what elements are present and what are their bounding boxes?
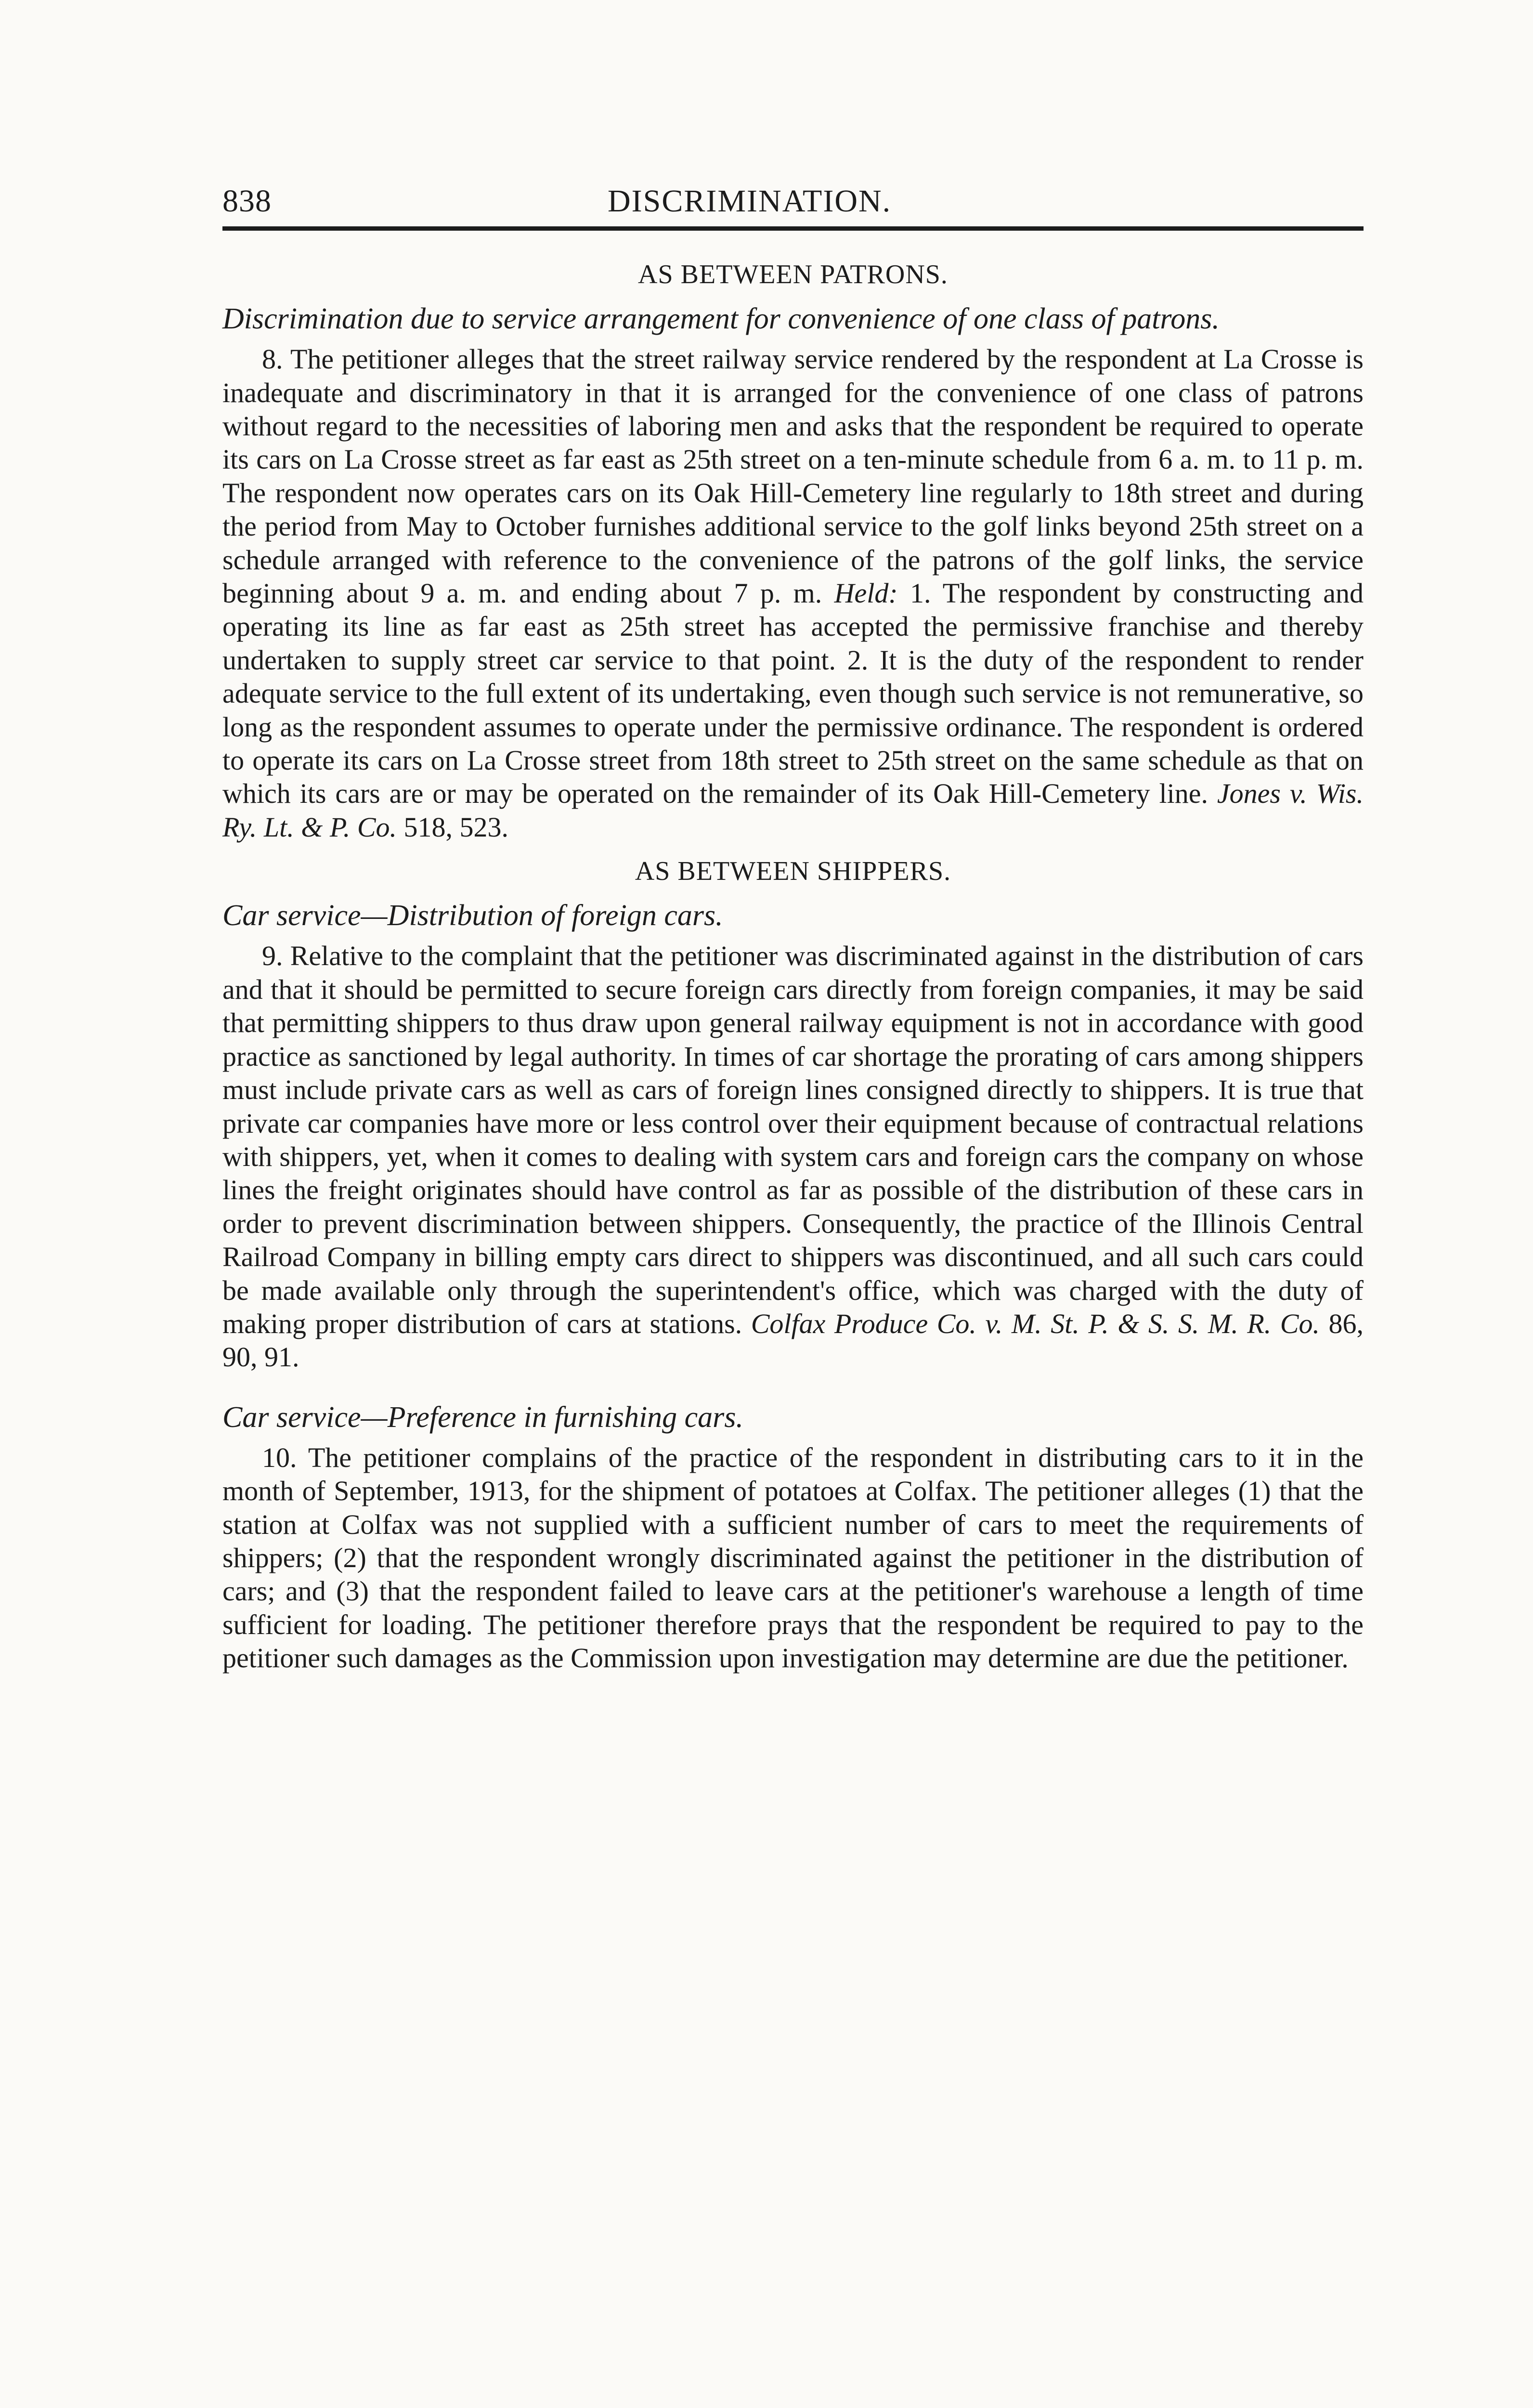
paragraph-text-continued: 1. The respondent by constructing and operating its line as far east as 25th street has accepted the permissive franchise and thereby undertaken to supply street car service to that point. 2. It is the duty of the respondent to render adequate service to the full extent of its undertaking, even though such service is not remunerative, so long as the respondent assumes to operate under the permissive ordinance. The respondent is ordered to operate its cars on La Crosse street from 18th street to 25th street on the same schedule as that on which its cars are or may be operated on the remainder of its Oak Hill-Cemetery line.	[222, 577, 1364, 810]
header-rule	[222, 226, 1364, 231]
entry-subhead: Discrimination due to service arrangement for convenience of one class of patrons.	[222, 302, 1220, 336]
entry-paragraph	[222, 342, 1364, 844]
running-title: DISCRIMINATION.	[608, 183, 892, 219]
citation-pages: 86, 90, 91.	[222, 1308, 1364, 1373]
section-heading-patrons: AS BETWEEN PATRONS.	[638, 260, 948, 289]
citation-pages: 518, 523.	[397, 811, 509, 843]
paragraph-text: 8. The petitioner alleges that the street railway service rendered by the respondent at La Crosse is inadequate and discriminatory in that it is arranged for the convenience of one class of patrons without regard to the necessities of laboring men and asks that the respondent be required to operate its cars on La Crosse street as far east as 25th street on a ten-minute schedule from 6 a. m. to 11 p. m. The respondent now operates cars on its Oak Hill-Cemetery line regularly to 18th street and during the period from May to October furnishes additional service to the golf links beyond 25th street on a schedule arranged with reference to the convenience of the patrons of the golf links, the service beginning about 9 a. m. and ending about 7 p. m.	[222, 343, 1364, 609]
case-citation: Jones v. Wis. Ry. Lt. & P. Co.	[222, 778, 1364, 843]
case-citation: Colfax Produce Co. v. M. St. P. & S. S. M. R. Co.	[751, 1308, 1320, 1339]
paragraph-text: 9. Relative to the complaint that the petitioner was discriminated against in the distribution of cars and that it should be permitted to secure foreign cars directly from foreign companies, it may be said that permitting shippers to thus draw upon general railway equipment is not in accordance with good practice as sanctioned by legal authority. In times of car shortage the prorating of cars among shippers must include private cars as well as cars of foreign lines consigned directly to shippers. It is true that private car companies have more or less control over their equipment because of contractual relations with shippers, yet, when it comes to dealing with system cars and foreign cars the company on whose lines the freight originates should have control as far as possible of the distribution of these cars in order to prevent discrimination between shippers. Consequently, the practice of the Illinois Central Railroad Company in billing empty cars direct to shippers was discontinued, and all such cars could be made available only through the superintendent's office, which was charged with the duty of making proper distribution of cars at stations.	[222, 940, 1364, 1339]
entry-paragraph	[222, 939, 1364, 1374]
page-number: 838	[222, 183, 272, 219]
entry-subhead: Car service—Distribution of foreign cars.	[222, 899, 723, 932]
document-page	[222, 173, 1364, 1675]
running-head	[222, 173, 1364, 226]
entry-paragraph	[222, 1441, 1364, 1675]
held-label: Held:	[834, 577, 898, 609]
entry-subhead: Car service—Preference in furnishing cars.	[222, 1400, 743, 1434]
section-heading-shippers: AS BETWEEN SHIPPERS.	[635, 856, 951, 887]
paragraph-text: 10. The petitioner complains of the practice of the respondent in distributing cars to it in the month of September, 1913, for the shipment of potatoes at Colfax. The petitioner alleges (1) that the station at Colfax was not supplied with a sufficient number of cars to meet the requirements of shippers; (2) that the respondent wrongly discriminated against the petitioner in the distribution of cars; and (3) that the respondent failed to leave cars at the petitioner's warehouse a length of time sufficient for loading. The petitioner therefore prays that the respondent be required to pay to the petitioner such damages as the Commission upon investigation may determine are due the petitioner.	[222, 1441, 1364, 1674]
